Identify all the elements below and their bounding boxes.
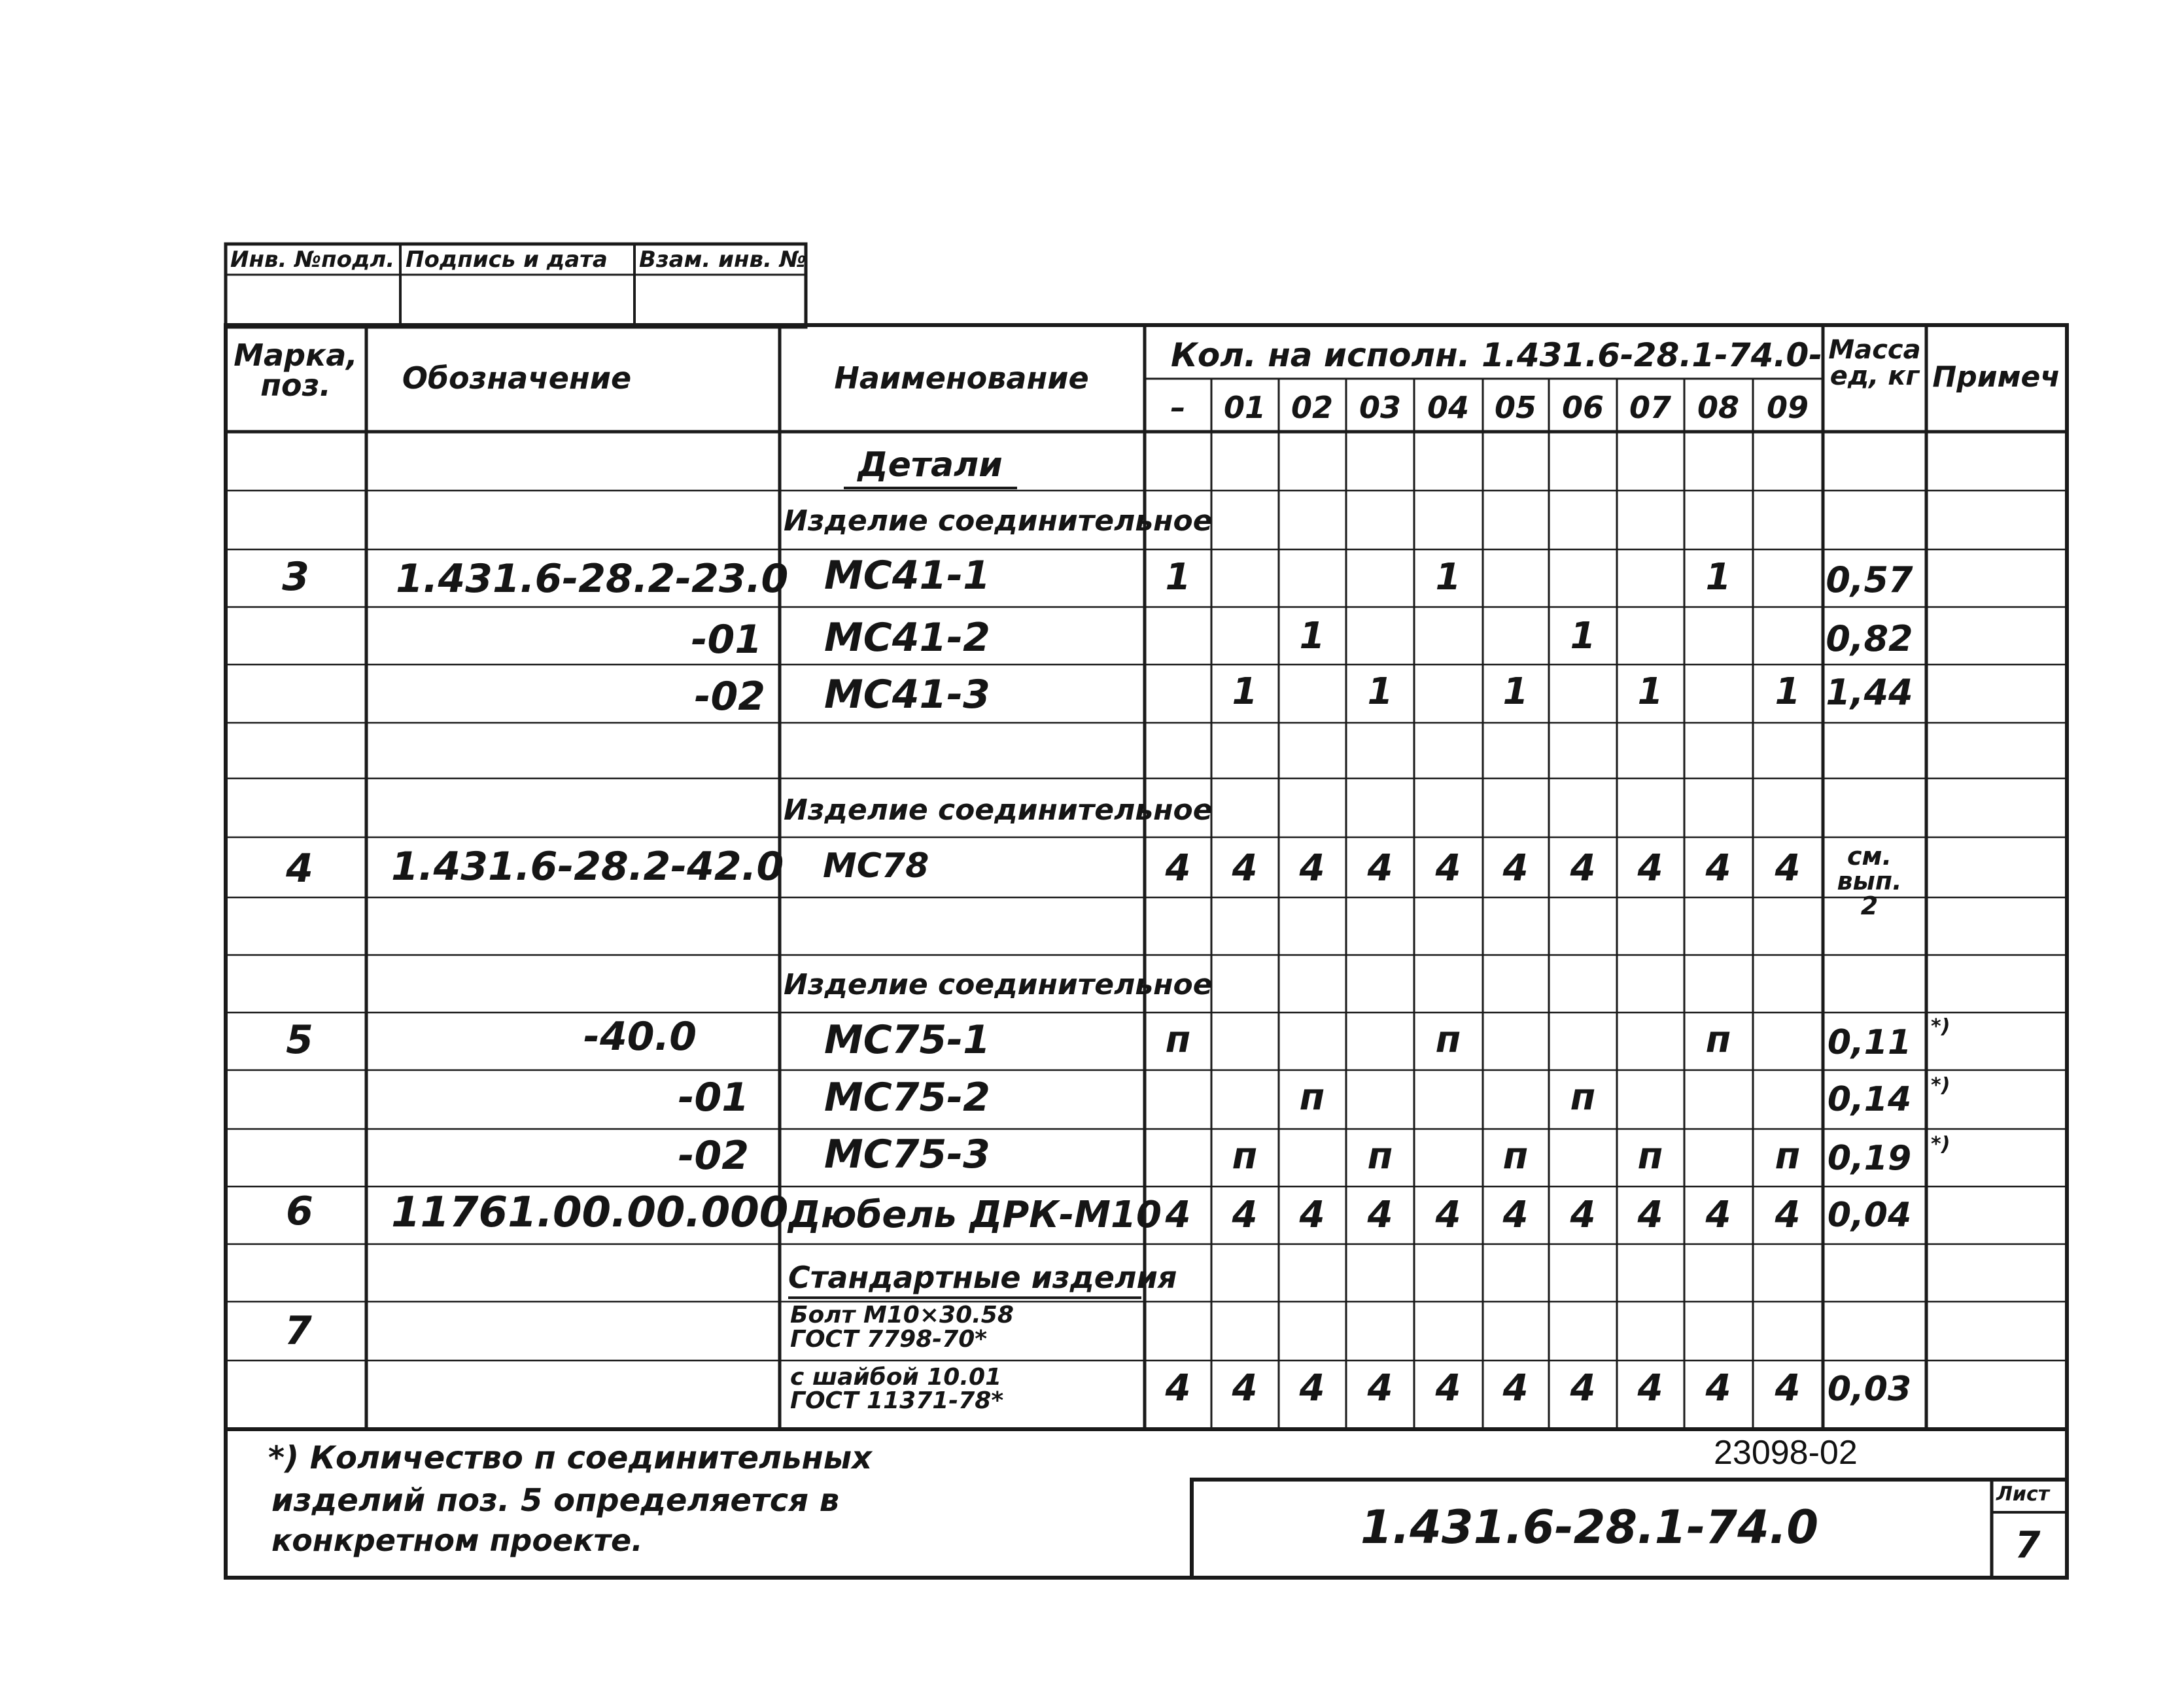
quantity-cell: 4 (1367, 847, 1393, 890)
quantity-cell: 4 (1705, 1367, 1731, 1410)
quantity-cell: п (1705, 1018, 1731, 1061)
row-name-line: ГОСТ 7798-70* (790, 1326, 988, 1353)
quantity-cell: 4 (1570, 1367, 1596, 1410)
header-note: Примеч (1932, 360, 2060, 394)
quantity-cell: 4 (1165, 847, 1191, 890)
footnote-line: изделий поз. 5 определяется в (271, 1482, 840, 1519)
row-name: МС75-2 (824, 1075, 990, 1120)
quantity-cell: 4 (1165, 1194, 1191, 1236)
section-details: Детали (858, 445, 1003, 485)
quantity-cell: 4 (1705, 847, 1731, 890)
row-designation: -01 (678, 1075, 749, 1120)
variant-header: 04 (1427, 390, 1470, 425)
header-mass: Масса ед, кг (1828, 335, 1921, 391)
sheet-label: Лист (1996, 1483, 2050, 1506)
quantity-cell: 1 (1232, 670, 1258, 713)
quantity-cell: п (1232, 1135, 1258, 1177)
quantity-cell: 1 (1637, 670, 1663, 713)
quantity-cell: 4 (1232, 1194, 1258, 1236)
quantity-cell: 4 (1637, 1194, 1663, 1236)
quantity-cell: п (1165, 1018, 1191, 1061)
row-mass: 0,19 (1827, 1139, 1912, 1178)
quantity-cell: 1 (1299, 615, 1325, 657)
quantity-cell: 4 (1299, 847, 1325, 890)
variant-header: 09 (1766, 390, 1809, 425)
row-mark: 7 (285, 1308, 312, 1354)
quantity-cell: 4 (1502, 847, 1529, 890)
quantity-cell: 4 (1367, 1367, 1393, 1410)
row-name: МС75-3 (824, 1132, 990, 1177)
quantity-cell: 4 (1299, 1367, 1325, 1410)
row-designation: -40.0 (583, 1014, 697, 1060)
quantity-cell: 4 (1502, 1367, 1529, 1410)
row-mass: 0,14 (1827, 1080, 1912, 1119)
row-mass: 0,82 (1826, 618, 1913, 659)
row-designation: 1.431.6-28.2-23.0 (396, 556, 789, 602)
row-name: МС41-2 (824, 615, 990, 661)
footnote-line: *) Количество п соединительных (268, 1440, 873, 1476)
row-note: *) (1931, 1015, 1950, 1038)
variant-header: – (1170, 390, 1186, 425)
quantity-cell: 4 (1435, 847, 1461, 890)
quantity-cell: 4 (1637, 847, 1663, 890)
row-designation: 11761.00.00.000 (391, 1188, 789, 1237)
row-mass: 1,44 (1826, 672, 1913, 713)
row-mass: см. вып. 2 (1837, 842, 1902, 920)
quantity-cell: 4 (1435, 1194, 1461, 1236)
quantity-cell: 4 (1570, 847, 1596, 890)
row-note: *) (1931, 1074, 1950, 1097)
quantity-cell: п (1570, 1076, 1596, 1119)
row-name-line: Болт М10×30.58 (790, 1302, 1014, 1328)
quantity-cell: 4 (1705, 1194, 1731, 1236)
quantity-cell: 4 (1232, 847, 1258, 890)
quantity-cell: 1 (1705, 556, 1731, 598)
row-name: МС41-3 (824, 672, 990, 718)
row-designation: -02 (694, 674, 765, 720)
variant-header: 06 (1561, 390, 1604, 425)
document-code: 1.431.6-28.1-74.0 (1360, 1501, 1819, 1554)
quantity-cell: 1 (1165, 556, 1191, 598)
variant-header: 07 (1629, 390, 1672, 425)
row-name-line: с шайбой 10.01 (790, 1364, 1002, 1391)
quantity-cell: 4 (1502, 1194, 1529, 1236)
row-mass: 0,04 (1827, 1196, 1912, 1235)
row-designation: -01 (691, 617, 762, 663)
stamp-header-inv: Инв. №подл. (230, 247, 395, 273)
quantity-cell: п (1367, 1135, 1393, 1177)
row-mark: 3 (282, 554, 309, 600)
row-mark: 4 (286, 846, 313, 892)
stamp-header-replace: Взам. инв. № (639, 247, 806, 273)
row-mass: 0,03 (1827, 1370, 1912, 1409)
quantity-cell: 4 (1775, 1194, 1801, 1236)
quantity-cell: 4 (1299, 1194, 1325, 1236)
variant-header: 02 (1291, 390, 1334, 425)
variant-header: 08 (1697, 390, 1740, 425)
row-mark: 5 (286, 1017, 313, 1063)
section-connecting-item: Изделие соединительное (784, 968, 1213, 1001)
variant-header: 01 (1223, 390, 1266, 425)
quantity-cell: 1 (1775, 670, 1801, 713)
quantity-cell: п (1637, 1135, 1663, 1177)
header-qty: Кол. на исполн. 1.431.6-28.1-74.0- (1171, 336, 1822, 374)
header-name: Наименование (834, 360, 1089, 396)
row-name: МС41-1 (824, 553, 990, 598)
quantity-cell: п (1435, 1018, 1461, 1061)
section-connecting-item: Изделие соединительное (784, 504, 1213, 538)
quantity-cell: 1 (1435, 556, 1461, 598)
archive-number: 23098-02 (1714, 1434, 1858, 1472)
quantity-cell: 4 (1570, 1194, 1596, 1236)
row-mark: 6 (286, 1188, 313, 1234)
row-note: *) (1931, 1133, 1950, 1156)
row-name: МС75-1 (824, 1017, 990, 1063)
quantity-cell: 4 (1637, 1367, 1663, 1410)
header-designation: Обозначение (402, 360, 632, 396)
row-name: Дюбель ДРК-М10 (788, 1194, 1162, 1236)
row-designation: 1.431.6-28.2-42.0 (391, 844, 784, 890)
header-mark: Марка, поз. (234, 338, 358, 403)
variant-header: 03 (1359, 390, 1402, 425)
quantity-cell: 4 (1775, 1367, 1801, 1410)
row-mass: 0,11 (1827, 1023, 1912, 1062)
quantity-cell: 1 (1570, 615, 1596, 657)
row-designation: -02 (678, 1133, 749, 1179)
quantity-cell: п (1502, 1135, 1529, 1177)
quantity-cell: 4 (1435, 1367, 1461, 1410)
quantity-cell: 4 (1165, 1367, 1191, 1410)
quantity-cell: 4 (1232, 1367, 1258, 1410)
section-standard-items: Стандартные изделия (788, 1260, 1177, 1295)
row-mass: 0,57 (1826, 559, 1913, 600)
quantity-cell: 4 (1775, 847, 1801, 890)
quantity-cell: 4 (1367, 1194, 1393, 1236)
footnote-line: конкретном проекте. (271, 1523, 643, 1558)
row-name: МС78 (823, 846, 929, 886)
sheet-number: 7 (2015, 1524, 2041, 1567)
variant-header: 05 (1494, 390, 1537, 425)
quantity-cell: 1 (1367, 670, 1393, 713)
stamp-header-signature: Подпись и дата (406, 247, 608, 273)
quantity-cell: 1 (1502, 670, 1529, 713)
quantity-cell: п (1775, 1135, 1801, 1177)
row-name-line: ГОСТ 11371-78* (790, 1387, 1004, 1414)
section-connecting-item: Изделие соединительное (784, 793, 1213, 827)
quantity-cell: п (1299, 1076, 1325, 1119)
